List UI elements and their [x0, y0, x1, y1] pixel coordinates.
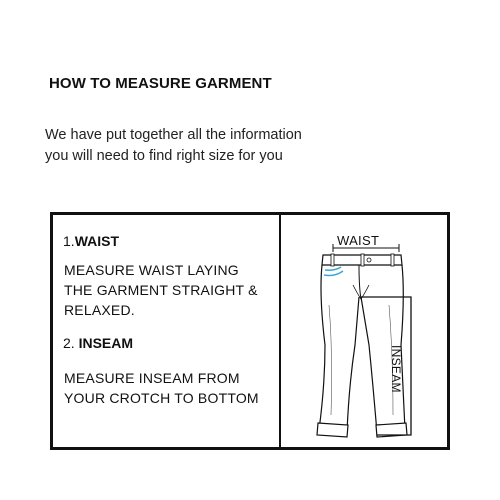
description-line: MEASURE WAIST LAYING: [64, 262, 239, 278]
page-title: HOW TO MEASURE GARMENT: [49, 75, 272, 92]
intro-line-1: We have put together all the information: [45, 127, 302, 143]
pants-diagram: [281, 215, 447, 447]
pocket-accent: [324, 271, 343, 276]
waist-label: WAIST: [337, 233, 380, 248]
left-leg-outline: [319, 265, 359, 432]
step-number: 1.: [63, 233, 75, 249]
step-waist-description: [64, 260, 258, 320]
intro-line-2: you will need to find right size for you: [45, 148, 283, 164]
instructions-panel: [53, 215, 279, 447]
description-line: THE GARMENT STRAIGHT &: [64, 282, 258, 298]
pocket-accent: [325, 267, 341, 270]
step-inseam-heading: [63, 335, 133, 351]
step-waist-heading: [63, 233, 119, 249]
belt-loop: [391, 254, 394, 266]
step-name: INSEAM: [78, 335, 134, 351]
inseam-measure-line: [361, 297, 411, 435]
belt-loop: [361, 254, 364, 266]
fly-seam: [359, 265, 361, 299]
measurement-guide-box: [50, 212, 450, 450]
step-name: WAIST: [74, 233, 120, 249]
diagram-panel: [281, 215, 447, 447]
step-number: 2.: [63, 335, 75, 351]
description-line: RELAXED.: [64, 302, 135, 318]
crease-line: [329, 305, 332, 415]
step-inseam-description: [64, 368, 259, 408]
intro-text: [45, 125, 302, 167]
belt-loop: [331, 254, 334, 266]
description-line: YOUR CROTCH TO BOTTOM: [64, 390, 259, 406]
inseam-label: INSEAM: [389, 345, 403, 393]
left-cuff: [317, 423, 348, 437]
description-line: MEASURE INSEAM FROM: [64, 370, 240, 386]
